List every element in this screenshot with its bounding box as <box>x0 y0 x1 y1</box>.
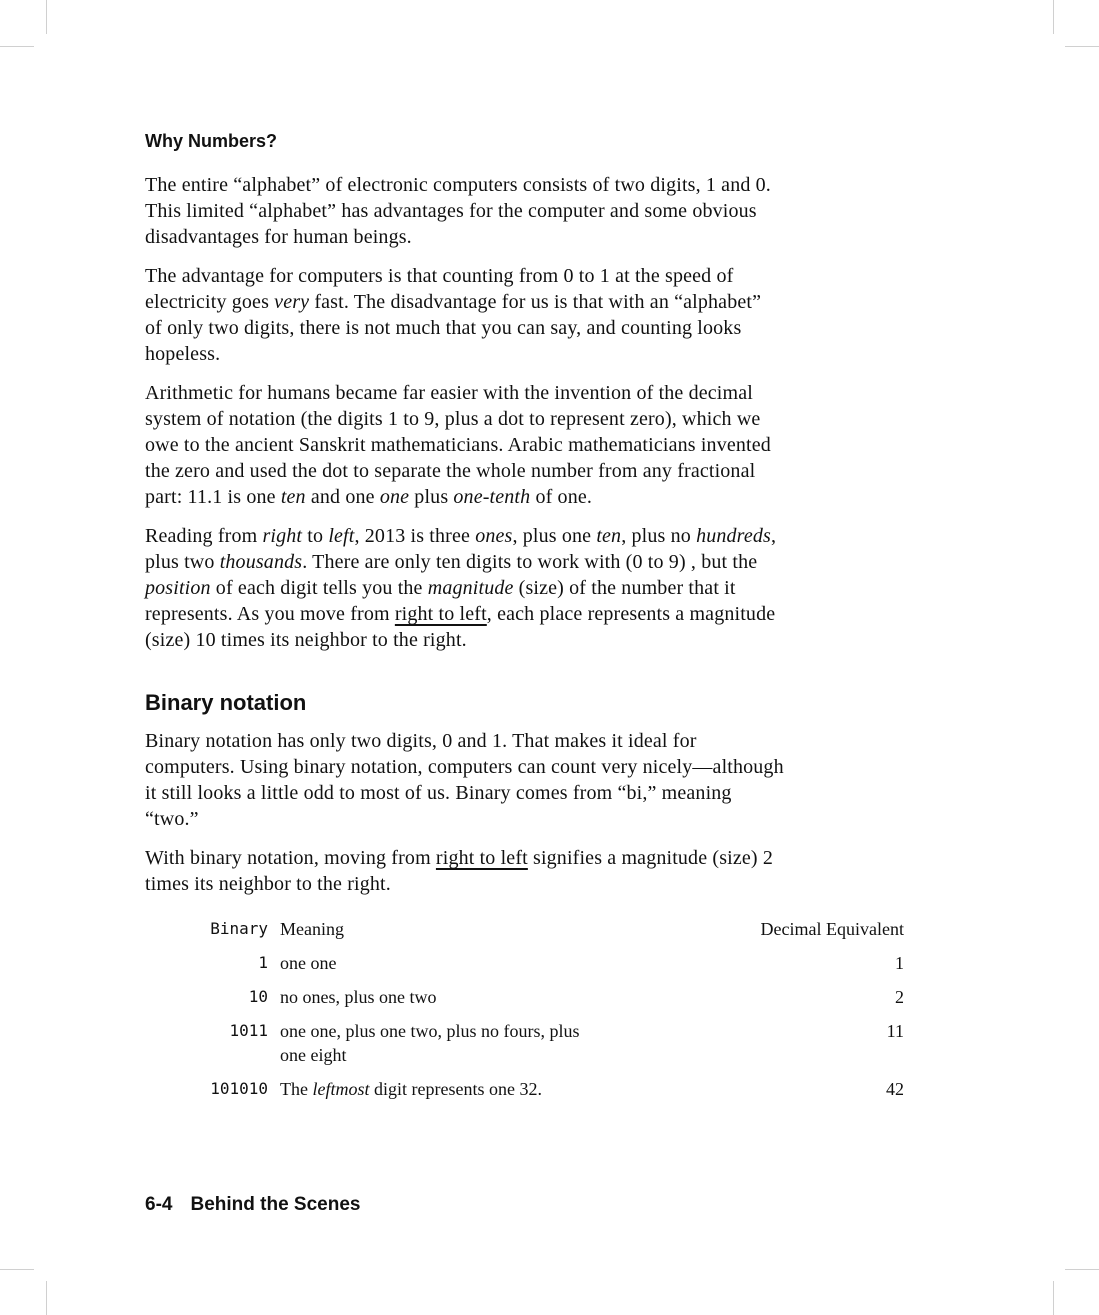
binary-section <box>145 728 905 897</box>
text-run: , plus one <box>512 525 597 547</box>
text-run: , plus no <box>621 525 697 547</box>
italic-text: very <box>274 291 310 313</box>
page-number: 6-4 <box>145 1194 173 1215</box>
crop-mark <box>1053 1281 1054 1315</box>
header-meaning: Meaning <box>280 919 344 939</box>
page-body <box>145 128 905 897</box>
text-line <box>145 806 905 832</box>
text-run: system of notation (the digits 1 to 9, plus a dot to represent zero), which we <box>145 408 761 430</box>
text-line <box>145 198 905 224</box>
text-run: no ones, plus one two <box>280 987 437 1007</box>
paragraph <box>145 380 905 510</box>
text-run: , each place represents a magnitude <box>486 603 776 625</box>
text-run: one one <box>280 953 337 973</box>
italic-text: ones <box>475 525 513 547</box>
binary-cell: 1 <box>258 953 268 972</box>
text-run: of each digit tells you the <box>210 577 428 599</box>
header-binary: Binary <box>210 919 268 938</box>
crop-mark <box>0 46 34 47</box>
italic-text: hundreds <box>696 525 771 547</box>
crop-mark <box>46 1281 47 1315</box>
crop-mark <box>46 0 47 34</box>
text-run: With binary notation, moving from <box>145 847 436 869</box>
italic-text: position <box>145 577 211 599</box>
crop-mark <box>0 1269 34 1270</box>
text-run: hopeless. <box>145 343 221 365</box>
text-line <box>145 871 905 897</box>
paragraph <box>145 172 905 250</box>
text-run: The advantage for computers is that counting from 0 to 1 at the speed of <box>145 265 734 287</box>
text-run: it still looks a little odd to most of us. Binary comes from “bi,” meaning <box>145 782 732 804</box>
meaning-cell <box>280 1019 650 1077</box>
italic-text: ten <box>596 525 622 547</box>
running-head: Why Numbers? <box>145 131 278 151</box>
binary-cell: 10 <box>248 987 268 1006</box>
text-run: plus <box>409 486 454 508</box>
italic-text: left <box>328 525 355 547</box>
text-line <box>145 549 905 575</box>
meaning-cell <box>280 1077 650 1111</box>
text-run: the zero and used the dot to separate the whole number from any fractional <box>145 460 756 482</box>
text-line <box>145 289 905 315</box>
text-run: signifies a magnitude (size) 2 <box>527 847 773 869</box>
italic-text: ten <box>280 486 306 508</box>
intro-section <box>145 172 905 653</box>
text-run: digit represents one 32. <box>369 1079 542 1099</box>
text-run: . There are only ten digits to work with (0 to 9) , but the <box>302 551 758 573</box>
text-run: (size) 10 times its neighbor to the right. <box>145 629 467 651</box>
header-decimal: Decimal Equivalent <box>760 919 904 939</box>
text-line <box>145 728 905 754</box>
table-row <box>200 951 904 985</box>
italic-text: right <box>262 525 303 547</box>
underlined-text: right to left <box>435 847 528 869</box>
text-run: The <box>280 1079 313 1099</box>
decimal-cell: 1 <box>895 953 904 973</box>
binary-cell: 1011 <box>229 1021 268 1040</box>
text-line <box>145 484 905 510</box>
text-line <box>145 780 905 806</box>
text-run: of only two digits, there is not much that you can say, and counting looks <box>145 317 742 339</box>
crop-mark <box>1065 1269 1099 1270</box>
text-line <box>145 263 905 289</box>
text-run: (size) of the number that it <box>513 577 736 599</box>
text-run: fast. The disadvantage for us is that with an “alphabet” <box>309 291 762 313</box>
text-run: owe to the ancient Sanskrit mathematicians. Arabic mathematicians invented <box>145 434 771 456</box>
crop-mark <box>1053 0 1054 34</box>
text-run: one eight <box>280 1045 347 1065</box>
chapter-title: Behind the Scenes <box>190 1194 361 1215</box>
text-line <box>145 627 905 653</box>
text-run: Reading from <box>145 525 263 547</box>
text-run: This limited “alphabet” has advantages for the computer and some obvious <box>145 200 757 222</box>
italic-text: one-tenth <box>453 486 531 508</box>
italic-text: leftmost <box>312 1079 370 1099</box>
text-run: represents. As you move from <box>145 603 395 625</box>
text-line <box>145 432 905 458</box>
text-line <box>145 224 905 250</box>
text-run: plus two <box>145 551 220 573</box>
text-run: computers. Using binary notation, computers can count very nicely—although <box>145 756 784 778</box>
table-header-row <box>200 917 904 951</box>
text-line <box>145 315 905 341</box>
binary-table <box>200 917 904 1111</box>
crop-mark <box>1065 46 1099 47</box>
italic-text: magnitude <box>427 577 514 599</box>
text-run: times its neighbor to the right. <box>145 873 391 895</box>
text-run: part: 11.1 is one <box>145 486 281 508</box>
paragraph <box>145 728 905 832</box>
text-run: , 2013 is three <box>354 525 476 547</box>
table-row <box>200 985 904 1019</box>
text-run: and one <box>305 486 380 508</box>
page-footer <box>145 1194 360 1216</box>
text-line <box>145 172 905 198</box>
italic-text: thousands <box>219 551 303 573</box>
text-run: “two.” <box>145 808 199 830</box>
text-line <box>145 575 905 601</box>
text-run: one one, plus one two, plus no fours, plus <box>280 1021 580 1041</box>
italic-text: one <box>379 486 410 508</box>
text-line <box>145 380 905 406</box>
meaning-cell <box>280 951 650 985</box>
text-line <box>145 458 905 484</box>
decimal-cell: 2 <box>895 987 904 1007</box>
text-run: Arithmetic for humans became far easier with the invention of the decimal <box>145 382 753 404</box>
text-line <box>145 341 905 367</box>
table-body <box>200 951 904 1111</box>
table-row <box>200 1077 904 1111</box>
section-heading: Binary notation <box>145 690 307 715</box>
text-line <box>145 601 905 627</box>
text-run: electricity goes <box>145 291 275 313</box>
underlined-text: right to left <box>394 603 487 625</box>
text-run: , <box>770 525 777 547</box>
text-line <box>145 523 905 549</box>
text-line <box>145 845 905 871</box>
paragraph <box>145 263 905 367</box>
binary-cell: 101010 <box>210 1079 268 1098</box>
meaning-cell <box>280 985 650 1019</box>
text-line <box>145 754 905 780</box>
text-run: to <box>302 525 329 547</box>
decimal-cell: 42 <box>886 1079 904 1099</box>
decimal-cell: 11 <box>886 1021 904 1041</box>
text-run: Binary notation has only two digits, 0 and 1. That makes it ideal for <box>145 730 697 752</box>
paragraph <box>145 845 905 897</box>
text-run: The entire “alphabet” of electronic computers consists of two digits, 1 and 0. <box>145 174 771 196</box>
paragraph <box>145 523 905 653</box>
text-line <box>145 406 905 432</box>
text-run: disadvantages for human beings. <box>145 226 412 248</box>
text-run: of one. <box>530 486 593 508</box>
table-row <box>200 1019 904 1077</box>
